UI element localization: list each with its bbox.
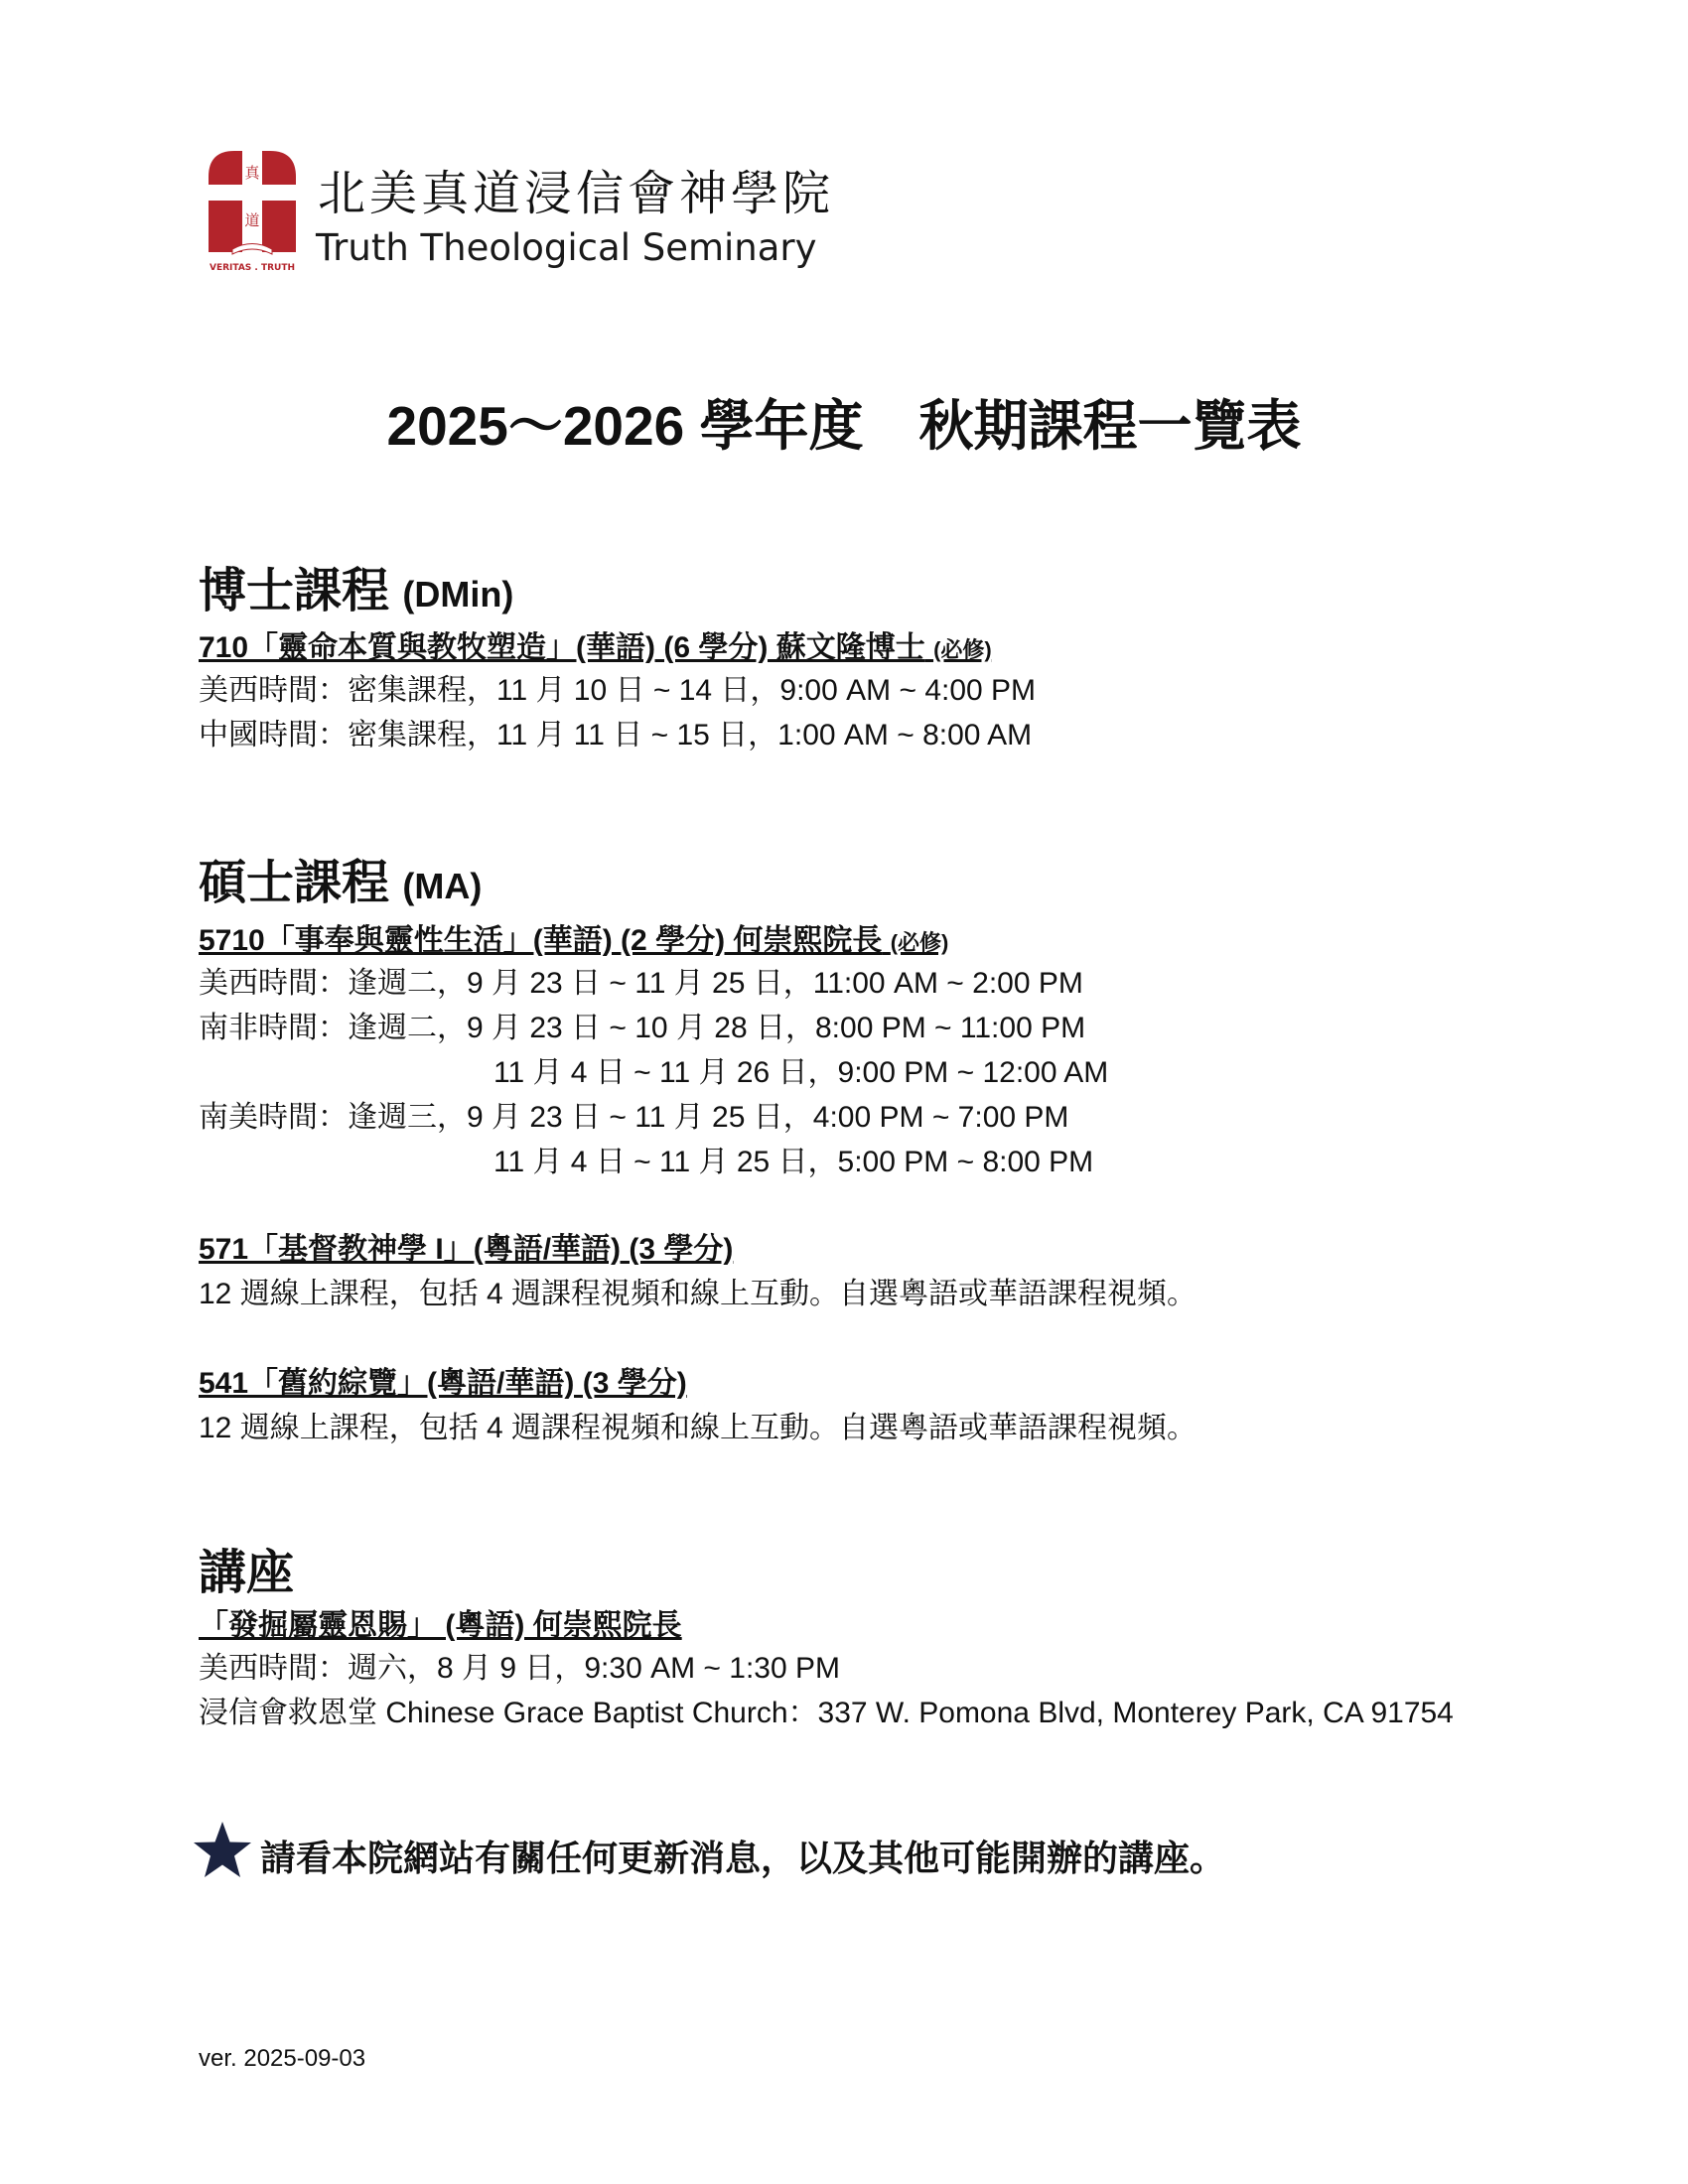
seminary-name-chinese: 北美真道浸信會神學院 bbox=[318, 166, 835, 221]
ma-heading-sub: (MA) bbox=[402, 866, 483, 906]
ma-course-5710-title bbox=[199, 915, 948, 959]
lecture-venue: 浸信會救恩堂 Chinese Grace Baptist Church：337 W. Pomona Blvd, Monterey Park, CA 91754 bbox=[199, 1697, 1454, 1729]
ma-course-5710-time-line: 11 月 4 日 ~ 11 月 26 日，9:00 PM ~ 12:00 AM bbox=[493, 1056, 1109, 1089]
ma-course-5710-time-line: 11 月 4 日 ~ 11 月 25 日，5:00 PM ~ 8:00 PM bbox=[493, 1146, 1094, 1178]
dmin-time-line: 美西時間：密集課程，11 月 10 日 ~ 14 日，9:00 AM ~ 4:00 PM bbox=[199, 674, 1037, 707]
logo-char-2: 道 bbox=[244, 211, 260, 229]
dmin-course-title bbox=[199, 622, 992, 666]
ma-course-541-title: 541「舊約綜覽」(粵語/華語) (3 學分) bbox=[199, 1367, 687, 1400]
ma-heading bbox=[199, 844, 482, 912]
ma-heading-text: 碩士課程 bbox=[199, 857, 390, 909]
seminary-name-english: Truth Theological Seminary bbox=[316, 226, 817, 269]
dmin-course-name: 710「靈命本質與教牧塑造」(華語) (6 學分) 蘇文隆博士 bbox=[199, 631, 925, 664]
lecture-title: 「發掘屬靈恩賜」 (粵語) 何崇熙院長 bbox=[199, 1609, 682, 1642]
document-version: ver. 2025-09-03 bbox=[199, 2045, 366, 2072]
ma-course-5710-time-line: 南非時間：逢週二，9 月 23 日 ~ 10 月 28 日，8:00 PM ~ 11:00 PM bbox=[199, 1012, 1086, 1044]
ma-course-5710-tag: (必修) bbox=[890, 930, 949, 955]
ma-course-571-title: 571「基督教神學 I」(粵語/華語) (3 學分) bbox=[199, 1233, 734, 1266]
dmin-heading bbox=[199, 552, 513, 620]
ma-course-5710-time-line: 美西時間：逢週二，9 月 23 日 ~ 11 月 25 日，11:00 AM ~ 2:00 PM bbox=[199, 967, 1083, 1000]
page-title bbox=[0, 382, 1688, 461]
lecture-time: 美西時間：週六，8 月 9 日，9:30 AM ~ 1:30 PM bbox=[199, 1652, 841, 1685]
dmin-heading-sub: (DMin) bbox=[402, 574, 514, 614]
title-subject: 秋期課程一覽表 bbox=[918, 395, 1302, 457]
lecture-heading: 講座 bbox=[199, 1547, 295, 1599]
star-icon bbox=[192, 1820, 253, 1879]
logo-motto: VERITAS . TRUTH bbox=[209, 263, 296, 273]
ma-course-541-description: 12 週線上課程，包括 4 週課程視頻和線上互動。自選粵語或華語課程視頻。 bbox=[199, 1412, 1197, 1444]
seminary-logo bbox=[207, 149, 298, 274]
ma-course-5710-time-line: 南美時間：逢週三，9 月 23 日 ~ 11 月 25 日，4:00 PM ~ 7:00 PM bbox=[199, 1101, 1069, 1134]
logo-char-1: 真 bbox=[244, 164, 260, 182]
dmin-time-line: 中國時間：密集課程，11 月 11 日 ~ 15 日，1:00 AM ~ 8:00 AM bbox=[199, 719, 1033, 751]
title-year: 2025～2026 學年度 bbox=[386, 395, 864, 457]
dmin-heading-text: 博士課程 bbox=[199, 565, 390, 617]
ma-course-571-description: 12 週線上課程，包括 4 週課程視頻和線上互動。自選粵語或華語課程視頻。 bbox=[199, 1278, 1197, 1310]
update-notice: 請看本院網站有關任何更新消息，以及其他可能開辦的講座。 bbox=[260, 1838, 1226, 1878]
dmin-course-tag: (必修) bbox=[933, 637, 992, 662]
ma-course-5710-name: 5710「事奉與靈性生活」(華語) (2 學分) 何崇熙院長 bbox=[199, 924, 883, 957]
